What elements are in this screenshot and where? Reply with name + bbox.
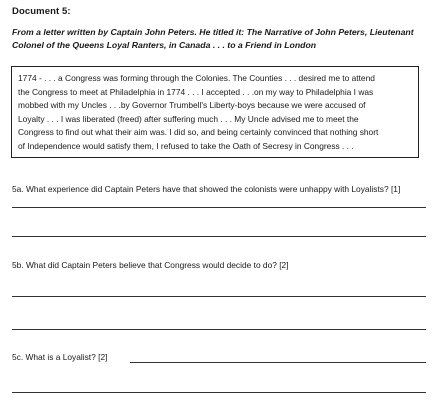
source-citation: [12, 26, 428, 52]
source-line: Colonel of the Queens Loyal Ranters, in Canada . . . to a Friend in London: [12, 40, 317, 50]
excerpt-line: Congress to find out what their aim was. I did so, and being certainly convinced that nothing short: [18, 127, 379, 138]
document-title: Document 5:: [12, 6, 71, 17]
question-5b: 5b. What did Captain Peters believe that Congress would decide to do? [2]: [12, 260, 289, 270]
question-5c: 5c. What is a Loyalist? [2]: [12, 352, 108, 362]
answer-line[interactable]: [12, 392, 426, 393]
source-line: From a letter written by Captain John Peters. He titled it: The Narrative of John Peters, Lieutenant: [12, 27, 414, 37]
excerpt-line: 1774 - . . . a Congress was forming through the Colonies. The Counties . . . desired me to attend: [18, 73, 375, 83]
excerpt-line: of Independence would satisfy them, I refused to take the Oath of Secresy in Congress . . .: [18, 140, 354, 151]
excerpt-line: Loyalty . . . I was liberated (freed) after suffering much . . . My Uncle advised me to meet the: [18, 113, 359, 124]
answer-line[interactable]: [12, 236, 426, 237]
answer-line[interactable]: [12, 296, 426, 297]
answer-line[interactable]: [12, 329, 426, 330]
question-5a: 5a. What experience did Captain Peters have that showed the colonists were unhappy with Loyalists? [1]: [12, 184, 401, 194]
excerpt-box: [11, 66, 419, 158]
excerpt-line: the Congress to meet at Philadelphia in 1774 . . . I accepted . . .on my way to Philadelphia I was: [18, 86, 374, 97]
answer-line[interactable]: [12, 207, 426, 208]
excerpt-line: mobbed with my Uncles . . .by Governor Trumbell's Liberty-boys because we were accused of: [18, 100, 366, 111]
answer-line[interactable]: [130, 362, 426, 363]
